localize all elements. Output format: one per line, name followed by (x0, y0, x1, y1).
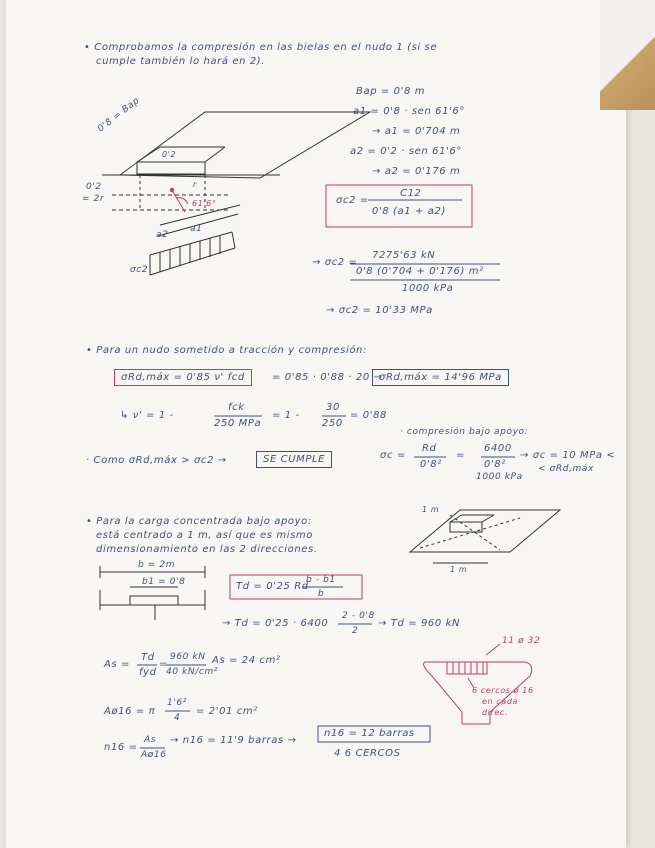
sketch-cercos-2: en cada (482, 697, 519, 706)
diagram-label-02-left: 0'2 (86, 182, 102, 192)
sigma-result: → σc2 = 10'33 MPa (326, 305, 433, 316)
nu-formula: ↳ ν' = 1 - (120, 410, 174, 421)
apoyo-unit: 1000 kPa (476, 472, 523, 482)
sketch-top-bars: 11 ø 32 (502, 636, 541, 646)
nudo-title: • Para un nudo sometido a tracción y compresión: (86, 345, 367, 356)
a2-formula: a2 = 0'2 · sen 61'6° (350, 146, 462, 157)
apoyo-numerator-1: Rd (422, 443, 437, 454)
a16-result: = 2'01 cm² (196, 706, 258, 717)
apoyo-denominator-2: 0'8² (484, 459, 506, 470)
as-eq: = (159, 659, 168, 670)
b-label: b = 2m (138, 560, 176, 570)
a1-formula: a1 = 0'8 · sen 61'6° (353, 106, 465, 117)
a1-value: → a1 = 0'704 m (372, 126, 461, 137)
diagram-label-02: 0'2 (162, 150, 177, 159)
diagram-label-bap: 0'8 = Bap (96, 95, 142, 135)
cercos-count: 4 6 CERCOS (334, 748, 401, 759)
nu-numerator-2: 30 (326, 402, 340, 413)
td-fraction-numerator: b - b1 (306, 575, 336, 585)
apoyo-numerator-2: 6400 (484, 443, 512, 454)
diagram-label-a1: a1 (190, 224, 203, 234)
td-calc: → Td = 0'25 · 6400 (222, 618, 329, 629)
b1-label: b1 = 0'8 (142, 577, 186, 587)
nu-numerator-1: fck (228, 402, 245, 413)
sketch-cercos-3: direc. (482, 708, 509, 717)
sketch-label-1m-top: 1 m (422, 505, 440, 514)
carga-line-1: • Para la carga concentrada bajo apoyo: (86, 516, 312, 527)
sigma-unit-denominator: 1000 kPa (402, 283, 454, 294)
nu-denominator-1: 250 MPa (214, 418, 262, 429)
n16-result: n16 = 12 barras (324, 728, 415, 739)
apoyo-denominator-1: 0'8² (420, 459, 442, 470)
rd-formula: σRd,máx = 0'85 ν' fcd (114, 369, 252, 386)
footing-sketch (410, 510, 560, 563)
as-lhs: As = (104, 659, 131, 670)
sketch-cercos-1: 6 cercos ø 16 (472, 686, 534, 695)
intro-line-1: • Comprobamos la compresión en las bielas en el nudo 1 (si se (84, 42, 438, 53)
td-formula: Td = 0'25 Rd (236, 581, 309, 592)
rd-calc: = 0'85 · 0'88 · 20 → (272, 372, 383, 383)
a16-lhs: Aø16 = π (104, 706, 156, 717)
nu-result: = 0'88 (350, 410, 387, 421)
intro-line-2: cumple también lo hará en 2). (96, 56, 266, 67)
td-result: → Td = 960 kN (378, 618, 461, 629)
n16-numerator: As (144, 735, 157, 745)
sigma-calc-denominator: 0'8 (0'704 + 0'176) m² (356, 266, 484, 277)
carga-line-3: dimensionamiento en las 2 direcciones. (96, 544, 318, 555)
diagram-label-sigma: σc2 (130, 265, 149, 275)
a2-value: → a2 = 0'176 m (372, 166, 461, 177)
sigma-lhs: σc2 = (336, 195, 369, 206)
as-denominator-2: 40 kN/cm² (166, 667, 219, 677)
diagram-label-a2: a2 (156, 230, 169, 240)
bap-value: Bap = 0'8 m (356, 86, 426, 97)
as-result: As = 24 cm² (212, 655, 281, 666)
td-calc-numerator: 2 - 0'8 (342, 611, 375, 621)
sigma-numerator: C12 (400, 188, 422, 199)
apoyo-lhs: σc = (380, 450, 406, 461)
diagram-label-r: r (193, 180, 197, 189)
sigma-denominator: 0'8 (a1 + a2) (372, 206, 446, 217)
a16-numerator: 1'6² (167, 698, 187, 708)
sigma-calc-numerator: 7275'63 kN (372, 250, 436, 261)
td-fraction-denominator: b (318, 589, 325, 599)
a16-denominator: 4 (174, 713, 181, 723)
node-diagram (102, 112, 370, 275)
sketch-label-1m-bottom: 1 m (450, 565, 468, 574)
se-cumple: SE CUMPLE (256, 451, 332, 468)
rd-result: σRd,máx = 14'96 MPa (372, 369, 509, 386)
apoyo-eq: = (456, 450, 465, 461)
as-denominator: fyd (139, 667, 157, 678)
reinforcement-sketch (424, 644, 532, 724)
nu-mid: = 1 - (272, 410, 300, 421)
apoyo-result-2: < σRd,máx (538, 464, 594, 474)
sigma-calc-lhs: → σc2 = (312, 257, 358, 268)
n16-denominator: Aø16 (141, 750, 167, 760)
as-numerator: Td (141, 652, 155, 663)
diagram-label-2r: = 2r (82, 194, 105, 204)
apoyo-title: · compresión bajo apoyo: (400, 427, 529, 437)
as-numerator-2: 960 kN (170, 652, 206, 662)
nu-denominator-2: 250 (322, 418, 343, 429)
como-line: · Como σRd,máx > σc2 → (86, 455, 227, 466)
td-calc-denominator: 2 (352, 626, 359, 636)
diagram-label-angle: 61'6° (192, 199, 217, 208)
n16-mid: → n16 = 11'9 barras → (170, 735, 297, 746)
apoyo-result: → σc = 10 MPa < (520, 450, 616, 461)
b-dimension-sketch (100, 566, 205, 620)
carga-line-2: está centrado a 1 m, así que es mismo (96, 530, 313, 541)
n16-lhs: n16 = (104, 742, 138, 753)
